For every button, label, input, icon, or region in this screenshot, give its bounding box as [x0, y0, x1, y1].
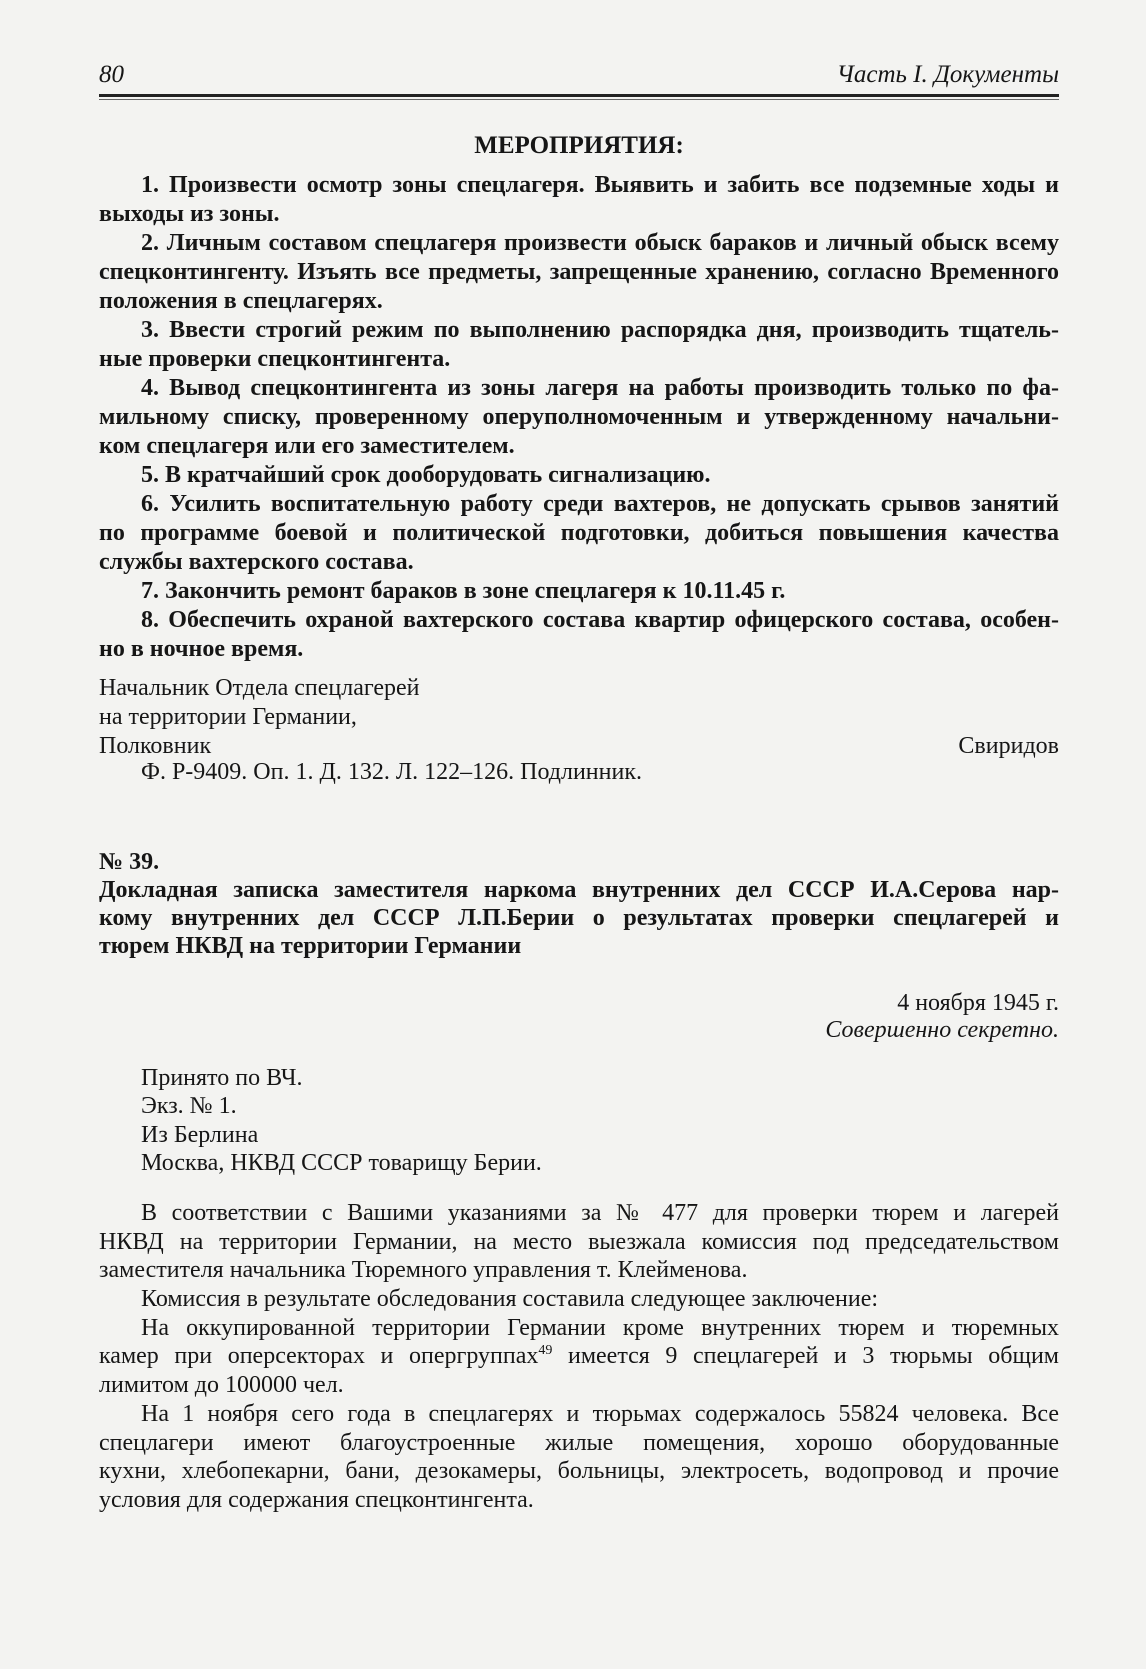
routing-line: Принято по ВЧ. — [141, 1065, 303, 1091]
document-number: № 39. — [99, 849, 160, 875]
routing-block — [99, 1064, 1059, 1177]
signature-rank: Полковник — [99, 733, 212, 759]
body-paragraph-line — [99, 1342, 1059, 1371]
measure-item-line: 3. Ввести строгий режим по выполнению распорядка дня, производить тщатель- — [141, 317, 1059, 343]
signature-block — [99, 674, 1059, 761]
measure-item-line: 4. Вывод спецконтингента из зоны лагеря на работы производить только по фа- — [141, 375, 1059, 401]
measure-item-line: ные проверки спецконтингента. — [99, 346, 451, 372]
measures-heading: МЕРОПРИЯТИЯ: — [474, 132, 684, 159]
routing-line: Экз. № 1. — [141, 1093, 237, 1120]
body-paragraph-line: лимитом до 100000 чел. — [99, 1372, 344, 1399]
measure-item-line: 5. В кратчайший срок дооборудовать сигнализацию. — [141, 462, 711, 488]
measures-list — [99, 171, 1059, 664]
document-title — [99, 876, 1059, 960]
measure-item-line: службы вахтерского состава. — [99, 549, 414, 575]
measure-item-line: 6. Усилить воспитательную работу среди вахтеров, не допускать срывов занятий — [141, 491, 1059, 517]
title-line: Докладная записка заместителя наркома внутренних дел СССР И.А.Серова нар- — [99, 877, 1059, 903]
routing-line: Москва, НКВД СССР товарищу Берии. — [141, 1149, 542, 1176]
measure-item-line: 2. Личным составом спецлагеря произвести обыск бараков и личный обыск всему — [141, 230, 1059, 256]
body-paragraph-line: заместителя начальника Тюремного управления т. Клейменова. — [99, 1257, 748, 1284]
measure-item-line: выходы из зоны. — [99, 201, 280, 227]
measure-item-line: по программе боевой и политической подготовки, добиться повышения качества — [99, 520, 1059, 546]
line-text: камер при оперсекторах и опергруппах — [99, 1343, 539, 1370]
measure-item-line: 1. Произвести осмотр зоны спецлагеря. Выявить и забить все подземные ходы и — [141, 172, 1059, 198]
title-line: тюрем НКВД на территории Германии — [99, 933, 522, 959]
classification-stamp: Совершенно секретно. — [825, 1017, 1059, 1043]
archive-source: Ф. Р-9409. Оп. 1. Д. 132. Л. 122–126. Подлинник. — [141, 759, 642, 785]
measure-item-line: положения в спецлагерях. — [99, 288, 383, 314]
measure-item-line: мильному списку, проверенному оперуполномоченным и утвержденному начальни- — [99, 404, 1059, 430]
measure-item-line: 7. Закончить ремонт бараков в зоне спецлагеря к 10.11.45 г. — [141, 578, 786, 604]
measure-item-line: 8. Обеспечить охраной вахтерского состава квартир офицерского состава, особен- — [141, 607, 1059, 633]
measure-item-line: спецконтингенту. Изъять все предметы, запрещенные хранению, согласно Временного — [99, 259, 1059, 285]
body-paragraph-line: На 1 ноября сего года в спецлагерях и тюрьмах содержалось 55824 человека. Все — [141, 1400, 1059, 1427]
body-paragraph-line: На оккупированной территории Германии кроме внутренних тюрем и тюремных — [141, 1314, 1059, 1341]
document-date: 4 ноября 1945 г. — [897, 990, 1059, 1016]
routing-line: Из Берлина — [141, 1121, 259, 1148]
document-body — [99, 1199, 1059, 1515]
body-paragraph-line: условия для содержания спецконтингента. — [99, 1486, 534, 1513]
body-paragraph-line: В соответствии с Вашими указаниями за № 477 для проверки тюрем и лагерей — [141, 1200, 1059, 1226]
title-line: кому внутренних дел СССР Л.П.Берии о результатах проверки спецлагерей и — [99, 905, 1059, 931]
line-text: имеется 9 спецлагерей и 3 тюрьмы общим — [552, 1343, 1059, 1370]
running-title: Часть I. Документы — [836, 61, 1059, 88]
signature-position-line: Начальник Отдела спецлагерей — [99, 675, 420, 701]
signature-name: Свиридов — [958, 733, 1059, 759]
body-paragraph-line: кухни, хлебопекарни, бани, дезокамеры, больницы, электросеть, водопровод и прочие — [99, 1458, 1059, 1485]
page-number: 80 — [99, 61, 124, 88]
measure-item-line: но в ночное время. — [99, 636, 304, 662]
signature-position-line: на территории Германии, — [99, 704, 357, 730]
running-header — [99, 60, 1059, 97]
body-paragraph-line: Комиссия в результате обследования составила следующее заключение: — [141, 1286, 879, 1313]
signature-rank-row — [99, 732, 1059, 761]
measure-item-line: ком спецлагеря или его заместителем. — [99, 433, 515, 459]
body-paragraph-line: НКВД на территории Германии, на место выезжала комиссия под председательством — [99, 1228, 1059, 1255]
body-paragraph-line: спецлагери имеют благоустроенные жилые помещения, хорошо оборудованные — [99, 1429, 1059, 1456]
footnote-marker: 49 — [538, 1343, 553, 1359]
